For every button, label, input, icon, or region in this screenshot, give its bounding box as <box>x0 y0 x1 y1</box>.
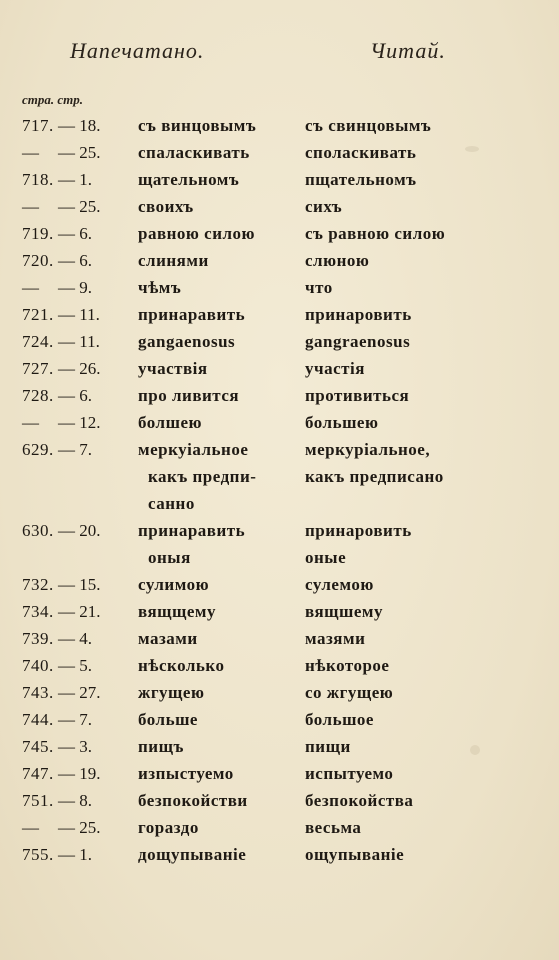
page-number: — <box>22 278 40 297</box>
line-number: — 15. <box>58 575 101 594</box>
line-number: — 19. <box>58 764 101 783</box>
line-number: — 12. <box>58 413 101 432</box>
line-number: — 3. <box>58 737 92 756</box>
errata-row <box>0 787 559 814</box>
corrected-text: пщательномъ <box>305 170 417 189</box>
line-number: — 7. <box>58 440 92 459</box>
page-number: — <box>22 197 40 216</box>
printed-text: про ливится <box>138 386 240 405</box>
printed-text: санно <box>148 494 195 513</box>
page-number: 718. <box>22 170 54 189</box>
corrected-text: пищи <box>305 737 351 756</box>
page-number: 745. <box>22 737 54 756</box>
line-number: — 27. <box>58 683 101 702</box>
line-number: — 11. <box>58 332 100 351</box>
line-number: — 8. <box>58 791 92 810</box>
page-number: 747. <box>22 764 54 783</box>
errata-row <box>0 841 559 868</box>
printed-text: больше <box>138 710 198 729</box>
printed-text: спаласкивать <box>138 143 250 162</box>
line-number: — 5. <box>58 656 92 675</box>
printed-text: меркуіальное <box>138 440 249 459</box>
printed-text: сулимою <box>138 575 210 594</box>
corrected-text: мазями <box>305 629 366 648</box>
errata-row <box>0 652 559 679</box>
page-number: 744. <box>22 710 54 729</box>
errata-row <box>0 463 559 490</box>
errata-row <box>0 517 559 544</box>
corrected-text: большею <box>305 413 379 432</box>
page-number: — <box>22 413 40 432</box>
printed-text: gangaenosus <box>138 332 236 351</box>
corrected-text: споласкивать <box>305 143 417 162</box>
printed-text: слинями <box>138 251 209 270</box>
page-number: 727. <box>22 359 54 378</box>
printed-text: съ винцовымъ <box>138 116 257 135</box>
line-number: — 1. <box>58 845 92 864</box>
corrected-text: что <box>305 278 333 297</box>
printed-text: дощупываніе <box>138 845 247 864</box>
printed-text: гораздо <box>138 818 199 837</box>
read-column-title: Читай. <box>370 38 446 63</box>
corrected-text: испытуемо <box>305 764 394 783</box>
printed-text: оныя <box>148 548 191 567</box>
page-number: 740. <box>22 656 54 675</box>
line-number: — 1. <box>58 170 92 189</box>
page-number: 720. <box>22 251 54 270</box>
corrected-text: съ свинцовымъ <box>305 116 432 135</box>
line-number: — 9. <box>58 278 92 297</box>
line-number: — 25. <box>58 143 101 162</box>
page-line-column-header: стра. стр. <box>22 92 84 107</box>
corrected-text: со жгущею <box>305 683 394 702</box>
errata-row <box>0 625 559 652</box>
page-number: 751. <box>22 791 54 810</box>
corrected-text: меркуріальное, <box>305 440 431 459</box>
page-number: 630. <box>22 521 54 540</box>
errata-row <box>0 706 559 733</box>
errata-row <box>0 436 559 463</box>
errata-row <box>0 409 559 436</box>
corrected-text: весьма <box>305 818 362 837</box>
corrected-text: принаровить <box>305 521 412 540</box>
corrected-text: оные <box>305 548 347 567</box>
errata-row <box>0 679 559 706</box>
line-number: — 25. <box>58 818 101 837</box>
printed-text: принаравить <box>138 305 246 324</box>
corrected-text: принаровить <box>305 305 412 324</box>
corrected-text: сихъ <box>305 197 343 216</box>
line-number: — 18. <box>58 116 101 135</box>
corrected-text: участія <box>305 359 365 378</box>
printed-text: жгущею <box>138 683 205 702</box>
corrected-text: противиться <box>305 386 410 405</box>
page-number: 721. <box>22 305 54 324</box>
line-number: — 26. <box>58 359 101 378</box>
corrected-text: какъ предписано <box>305 467 444 486</box>
corrected-text: съ равною силою <box>305 224 446 243</box>
page-number: 732. <box>22 575 54 594</box>
page-number: 724. <box>22 332 54 351</box>
line-number: — 6. <box>58 251 92 270</box>
errata-row <box>0 544 559 571</box>
errata-row <box>0 814 559 841</box>
line-number: — 6. <box>58 386 92 405</box>
errata-table <box>0 112 559 868</box>
page-number: — <box>22 818 40 837</box>
errata-row <box>0 760 559 787</box>
corrected-text: gangraenosus <box>305 332 411 351</box>
corrected-text: слюною <box>305 251 370 270</box>
printed-text: пищъ <box>138 737 184 756</box>
errata-row <box>0 112 559 139</box>
page-number: 734. <box>22 602 54 621</box>
errata-row <box>0 247 559 274</box>
line-number: — 4. <box>58 629 92 648</box>
corrected-text: большое <box>305 710 374 729</box>
page-number: 755. <box>22 845 54 864</box>
printed-text: принаравить <box>138 521 246 540</box>
errata-row <box>0 193 559 220</box>
errata-row <box>0 382 559 409</box>
errata-row <box>0 328 559 355</box>
errata-row <box>0 733 559 760</box>
printed-text: нѣсколько <box>138 656 225 675</box>
errata-row <box>0 598 559 625</box>
page-number: 629. <box>22 440 54 459</box>
errata-row <box>0 274 559 301</box>
errata-row <box>0 301 559 328</box>
errata-row <box>0 220 559 247</box>
errata-row <box>0 139 559 166</box>
printed-text: мазами <box>138 629 198 648</box>
page-number: 719. <box>22 224 54 243</box>
line-number: — 11. <box>58 305 100 324</box>
line-number: — 20. <box>58 521 101 540</box>
line-number: — 6. <box>58 224 92 243</box>
errata-row <box>0 490 559 517</box>
line-number: — 21. <box>58 602 101 621</box>
errata-row <box>0 571 559 598</box>
line-number: — 25. <box>58 197 101 216</box>
page-number: 739. <box>22 629 54 648</box>
line-number: — 7. <box>58 710 92 729</box>
page-number: 743. <box>22 683 54 702</box>
printed-text: изпыстуемо <box>138 764 234 783</box>
printed-column-title: Напечатано. <box>70 38 205 63</box>
printed-text: вящщему <box>138 602 216 621</box>
corrected-text: безпокойства <box>305 791 414 810</box>
printed-text: равною силою <box>138 224 256 243</box>
errata-row <box>0 166 559 193</box>
printed-text: своихъ <box>138 197 194 216</box>
corrected-text: вящшему <box>305 602 383 621</box>
corrected-text: нѣкоторое <box>305 656 390 675</box>
printed-text: болшею <box>138 413 202 432</box>
printed-text: какъ предпи- <box>148 467 257 486</box>
printed-text: щательномъ <box>138 170 240 189</box>
page-number: — <box>22 143 40 162</box>
printed-text: участвія <box>138 359 208 378</box>
page-number: 717. <box>22 116 54 135</box>
corrected-text: сулемою <box>305 575 374 594</box>
page-number: 728. <box>22 386 54 405</box>
printed-text: чѣмъ <box>138 278 182 297</box>
errata-row <box>0 355 559 382</box>
printed-text: безпокойстви <box>138 791 248 810</box>
corrected-text: ощупываніе <box>305 845 405 864</box>
